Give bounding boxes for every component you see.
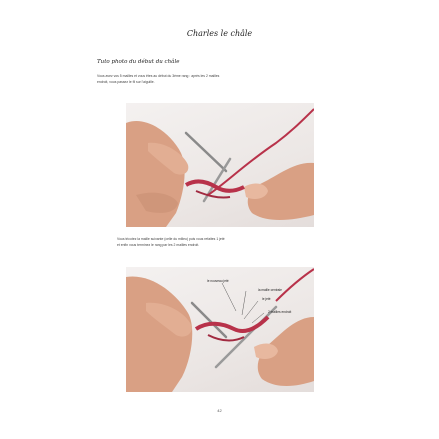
paragraph-1-line-2: endroit, vous passez le fil sur l'aiguille. bbox=[97, 79, 155, 84]
annotation-new-yarn-over: le nouveau jeté bbox=[207, 279, 229, 283]
page-title: Charles le châle bbox=[186, 29, 253, 38]
left-needle bbox=[186, 133, 226, 171]
knitting-photo-2 bbox=[126, 267, 314, 392]
knitting-photo-1 bbox=[126, 103, 314, 227]
paragraph-2-line-2: et enfin vous terminez le rang par les 2 mailles endroit. bbox=[117, 242, 200, 247]
page-number: 42 bbox=[217, 408, 222, 413]
yarn-strand bbox=[276, 269, 314, 301]
annotation-central-stitch: la maille centrale bbox=[258, 288, 282, 292]
annotation-yarn-over: le jeté bbox=[262, 297, 271, 301]
section-title: Tuto photo du début du châle bbox=[97, 59, 180, 65]
paragraph-1-line-1: Vous avez vos 5 mailles et vous êtes au début du 3ème rang : après les 2 mailles bbox=[97, 74, 220, 78]
paragraph-2 bbox=[117, 237, 325, 248]
left-needle bbox=[192, 303, 226, 337]
paragraph-2-line-1: Vous tricotez la maille suivante (celle du milieu) puis vous refaites 1 jeté bbox=[117, 237, 225, 241]
annotation-two-knit-stitches: 2 mailles endroit bbox=[268, 310, 292, 314]
paragraph-1 bbox=[97, 74, 329, 85]
